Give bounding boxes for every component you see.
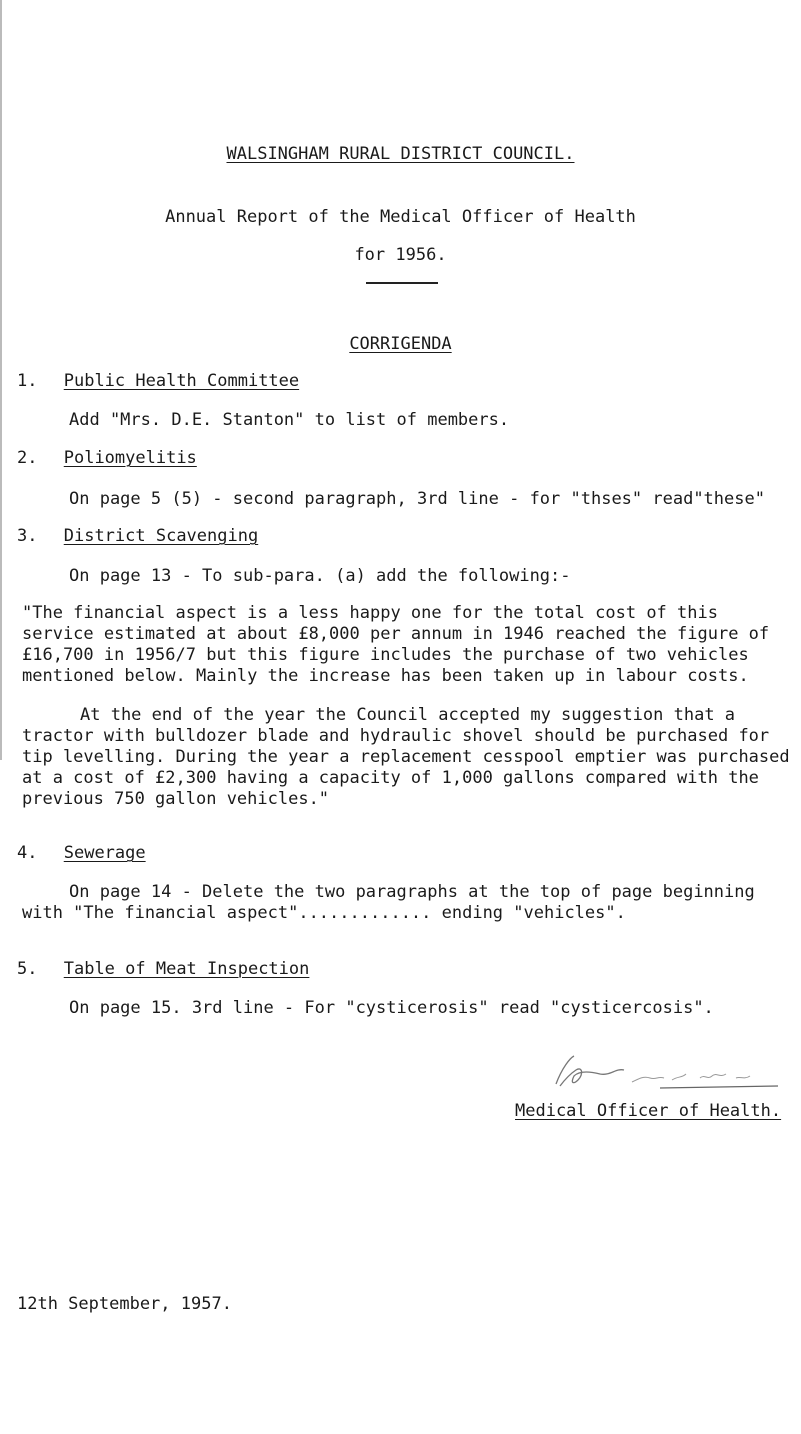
header-divider bbox=[366, 282, 438, 284]
text-line: On page 14 - Delete the two paragraphs at the top of page beginning bbox=[69, 882, 755, 902]
text-line: tip levelling. During the year a replacement cesspool emptier was purchased bbox=[22, 747, 790, 767]
text-line: "The financial aspect is a less happy one for the total cost of this bbox=[22, 603, 718, 623]
item-4-text bbox=[22, 882, 801, 924]
corrigenda-heading: CORRIGENDA bbox=[349, 334, 452, 354]
item-number: 3. bbox=[17, 526, 38, 546]
text-line: previous 750 gallon vehicles." bbox=[22, 789, 330, 809]
item-number: 1. bbox=[17, 371, 38, 391]
item-1-text: Add "Mrs. D.E. Stanton" to list of members. bbox=[69, 410, 510, 430]
report-year: for 1956. bbox=[354, 245, 447, 265]
item-number: 4. bbox=[17, 843, 38, 863]
signature-title: Medical Officer of Health. bbox=[515, 1101, 782, 1121]
item-number: 5. bbox=[17, 959, 38, 979]
item-3-paragraph-1 bbox=[22, 603, 801, 687]
text-line: mentioned below. Mainly the increase has been taken up in labour costs. bbox=[22, 666, 749, 686]
document-date: 12th September, 1957. bbox=[17, 1294, 232, 1314]
item-heading: Poliomyelitis bbox=[63, 448, 197, 468]
item-number: 2. bbox=[17, 448, 38, 468]
signature-scrawl bbox=[540, 1048, 780, 1096]
item-4 bbox=[17, 843, 146, 864]
item-2-text: On page 5 (5) - second paragraph, 3rd line - for "thses" read"these" bbox=[69, 489, 765, 509]
council-title: WALSINGHAM RURAL DISTRICT COUNCIL. bbox=[226, 144, 575, 164]
text-line: service estimated at about £8,000 per annum in 1946 reached the figure of bbox=[22, 624, 770, 644]
item-heading: Public Health Committee bbox=[63, 371, 300, 391]
item-5 bbox=[17, 959, 309, 980]
page-edge-shadow bbox=[0, 0, 2, 760]
item-heading: Table of Meat Inspection bbox=[63, 959, 310, 979]
item-5-text: On page 15. 3rd line - For "cysticerosis" read "cysticercosis". bbox=[69, 998, 714, 1018]
text-line: tractor with bulldozer blade and hydraulic shovel should be purchased for bbox=[22, 726, 770, 746]
item-3-intro: On page 13 - To sub-para. (a) add the following:- bbox=[69, 566, 571, 586]
item-heading: Sewerage bbox=[63, 843, 146, 863]
text-line: at a cost of £2,300 having a capacity of 1,000 gallons compared with the bbox=[22, 768, 759, 788]
report-title: Annual Report of the Medical Officer of Health bbox=[165, 207, 636, 227]
text-line: £16,700 in 1956/7 but this figure includes the purchase of two vehicles bbox=[22, 645, 749, 665]
text-line: with "The financial aspect"............. ending "vehicles". bbox=[22, 903, 626, 923]
item-3 bbox=[17, 526, 258, 547]
item-1 bbox=[17, 371, 299, 392]
text-line: At the end of the year the Council accepted my suggestion that a bbox=[80, 705, 736, 725]
item-3-paragraph-2 bbox=[22, 705, 801, 810]
item-2 bbox=[17, 448, 197, 469]
item-heading: District Scavenging bbox=[63, 526, 259, 546]
